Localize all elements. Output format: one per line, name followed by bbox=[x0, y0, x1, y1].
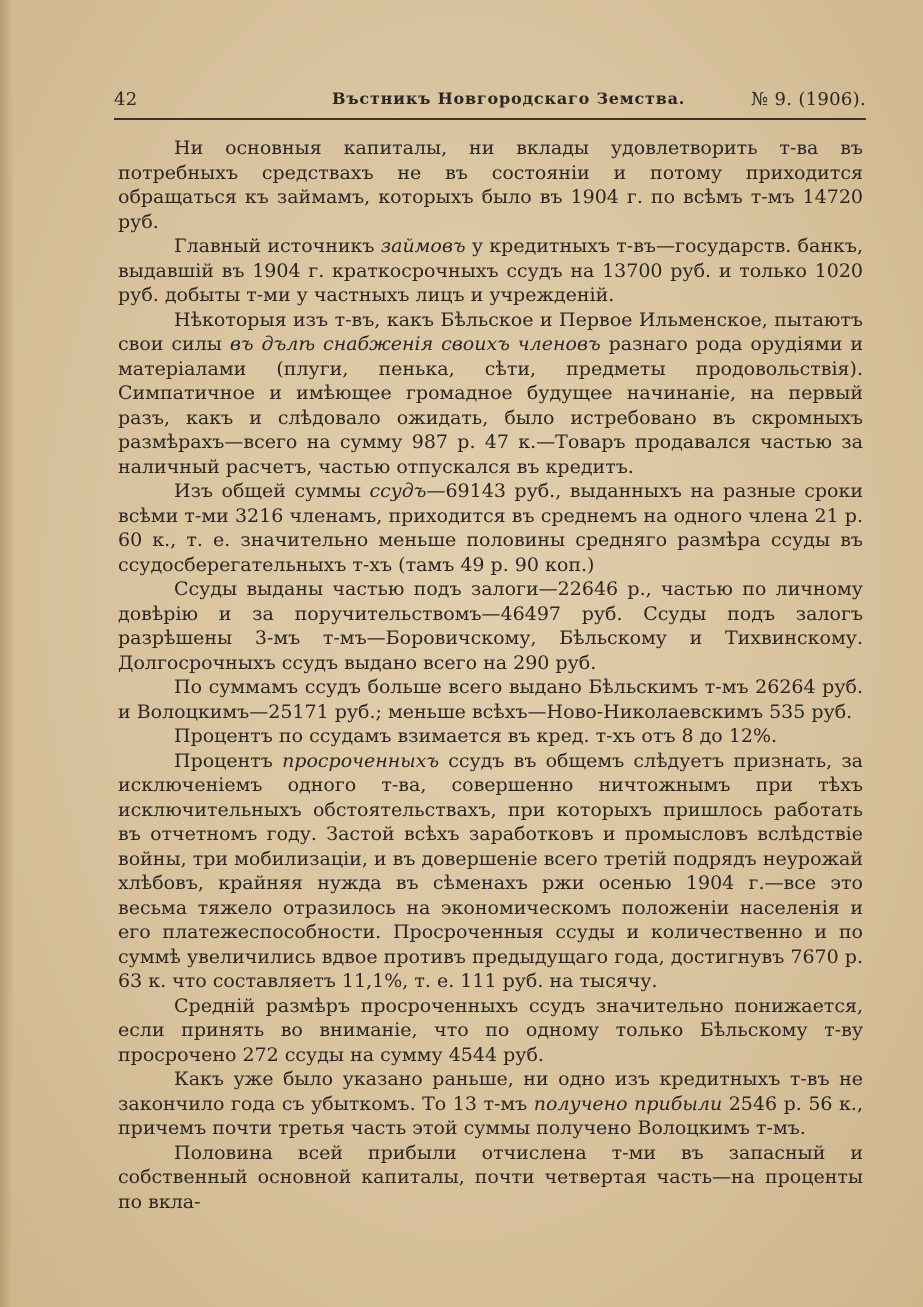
paragraph bbox=[118, 136, 863, 234]
text-run: Средній размѣръ просроченныхъ ссудъ значительно понижается, если принять во вниманіе, что по одному только Бѣльскому т-ву просрочено 272 ссуды на сумму 4544 руб. bbox=[118, 994, 863, 1066]
paragraph bbox=[118, 1067, 863, 1141]
text-run: у кредитныхъ т-въ—государств. банкъ, выдавшій въ 1904 г. краткосрочныхъ ссудъ на 13700 руб. и только 1020 руб. добыты т-ми у частныхъ лицъ и учрежденій. bbox=[118, 235, 863, 306]
paragraph bbox=[118, 234, 863, 308]
italic-run: получено прибыли bbox=[533, 1092, 723, 1115]
page-number: 42 bbox=[114, 89, 138, 110]
text-run: Главный источникъ bbox=[174, 235, 381, 257]
text-run: Ссуды выданы частью подъ залоги—22646 р., частью по личному довѣрію и за поручительствомъ—46497 руб. Ссуды подъ залогъ разрѣшены 3-мъ т-мъ—Боровичскому, Бѣльскому и Тихвинскому. Долгосрочныхъ ссудъ выдано всего на 290 руб. bbox=[118, 578, 863, 674]
italic-run: займовъ bbox=[380, 235, 466, 257]
page-binding-edge bbox=[0, 0, 14, 1307]
text-run: Какъ уже было указано раньше, ни одно изъ кредитныхъ т-въ не закончило года съ убыткомъ. То 13 т-мъ bbox=[118, 1068, 863, 1115]
text-run: Процентъ по ссудамъ взимается въ кред. т-хъ отъ 8 до 12%. bbox=[174, 725, 778, 747]
text-run: Нѣкоторыя изъ т-въ, какъ Бѣльское и Первое Ильменское, пытаютъ свои силы bbox=[118, 308, 863, 355]
text-run: Половина всей прибыли отчислена т-ми въ запасный и собственный основной капиталы, почти четвертая часть—на проценты по вкла- bbox=[118, 1141, 863, 1213]
italic-run: просроченныхъ bbox=[282, 749, 440, 772]
text-run: —69143 руб., выданныхъ на разные сроки всѣми т-ми 3216 членамъ, приходится въ среднемъ на одного члена 21 р. 60 к., т. е. значительно меньше половины средняго размѣра ссуды въ ссудосберегательныхъ т-хъ (тамъ 49 р. 90 коп.) bbox=[118, 480, 863, 576]
paragraph bbox=[118, 675, 863, 724]
text-run: Изъ общей суммы bbox=[174, 480, 370, 502]
text-run: Процентъ bbox=[174, 749, 283, 772]
text-run: По суммамъ ссудъ больше всего выдано Бѣльскимъ т-мъ 26264 руб. и Волоцкимъ—25171 руб.; меньше всѣхъ—Ново-Николаевскимъ 535 руб. bbox=[118, 676, 863, 723]
text-run: Ни основныя капиталы, ни вклады удовлетворить т-ва въ потребныхъ средствахъ не въ состояніи и потому приходится обращаться къ займамъ, которыхъ было въ 1904 г. по всѣмъ т-мъ 14720 руб. bbox=[118, 137, 863, 233]
italic-run: въ дълѣ снабженія своихъ членовъ bbox=[229, 333, 601, 355]
header-rule bbox=[114, 118, 866, 120]
running-header bbox=[114, 89, 866, 115]
text-run: ссудъ въ общемъ слѣдуетъ признать, за исключеніемъ одного т-ва, совершенно ничтожнымъ при тѣхъ исключительныхъ обстоятельствахъ, при которыхъ пришлось работать въ отчетномъ году. Застой всѣхъ заработковъ и промысловъ вслѣдствіе войны, три мобилизаціи, и въ довершеніе всего третій подрядъ неурожай хлѣбовъ, крайняя нужда въ сѣменахъ ржи осенью 1904 г.—все это весьма тяжело отразилось на экономическомъ положеніи населенія и его платежеспособности. Просроченныя ссуды и количественно и по суммѣ увеличились вдвое противъ предыдущаго года, достигнувъ 7670 р. 63 к. что составляетъ 11,1%, т. е. 111 руб. на тысячу. bbox=[118, 749, 864, 992]
text-run: 2546 р. 56 к., причемъ почти третья часть этой суммы получено Волоцкимъ т-мъ. bbox=[118, 1092, 863, 1139]
issue-label: № 9. (1906). bbox=[751, 89, 866, 110]
paragraph bbox=[118, 994, 863, 1068]
body-text bbox=[118, 136, 863, 1214]
paragraph bbox=[118, 749, 863, 994]
paragraph bbox=[118, 1141, 863, 1215]
italic-run: ссудъ bbox=[369, 480, 427, 502]
journal-title: Въстникъ Новгородскаго Земства. bbox=[332, 89, 686, 108]
paragraph bbox=[118, 577, 863, 675]
paragraph bbox=[118, 308, 863, 480]
paragraph bbox=[118, 479, 863, 577]
paragraph bbox=[118, 724, 863, 749]
text-run: разнаго рода орудіями и матеріалами (плуги, пенька, сѣти, предметы продовольствія). Симпатичное и имѣющее громадное будущее начинаніе, на первый разъ, какъ и слѣдовало ожидать, было истребовано въ скромныхъ размѣрахъ—всего на сумму 987 р. 47 к.—Товаръ продавался частью за наличный расчетъ, частью отпускался въ кредитъ. bbox=[118, 333, 863, 478]
